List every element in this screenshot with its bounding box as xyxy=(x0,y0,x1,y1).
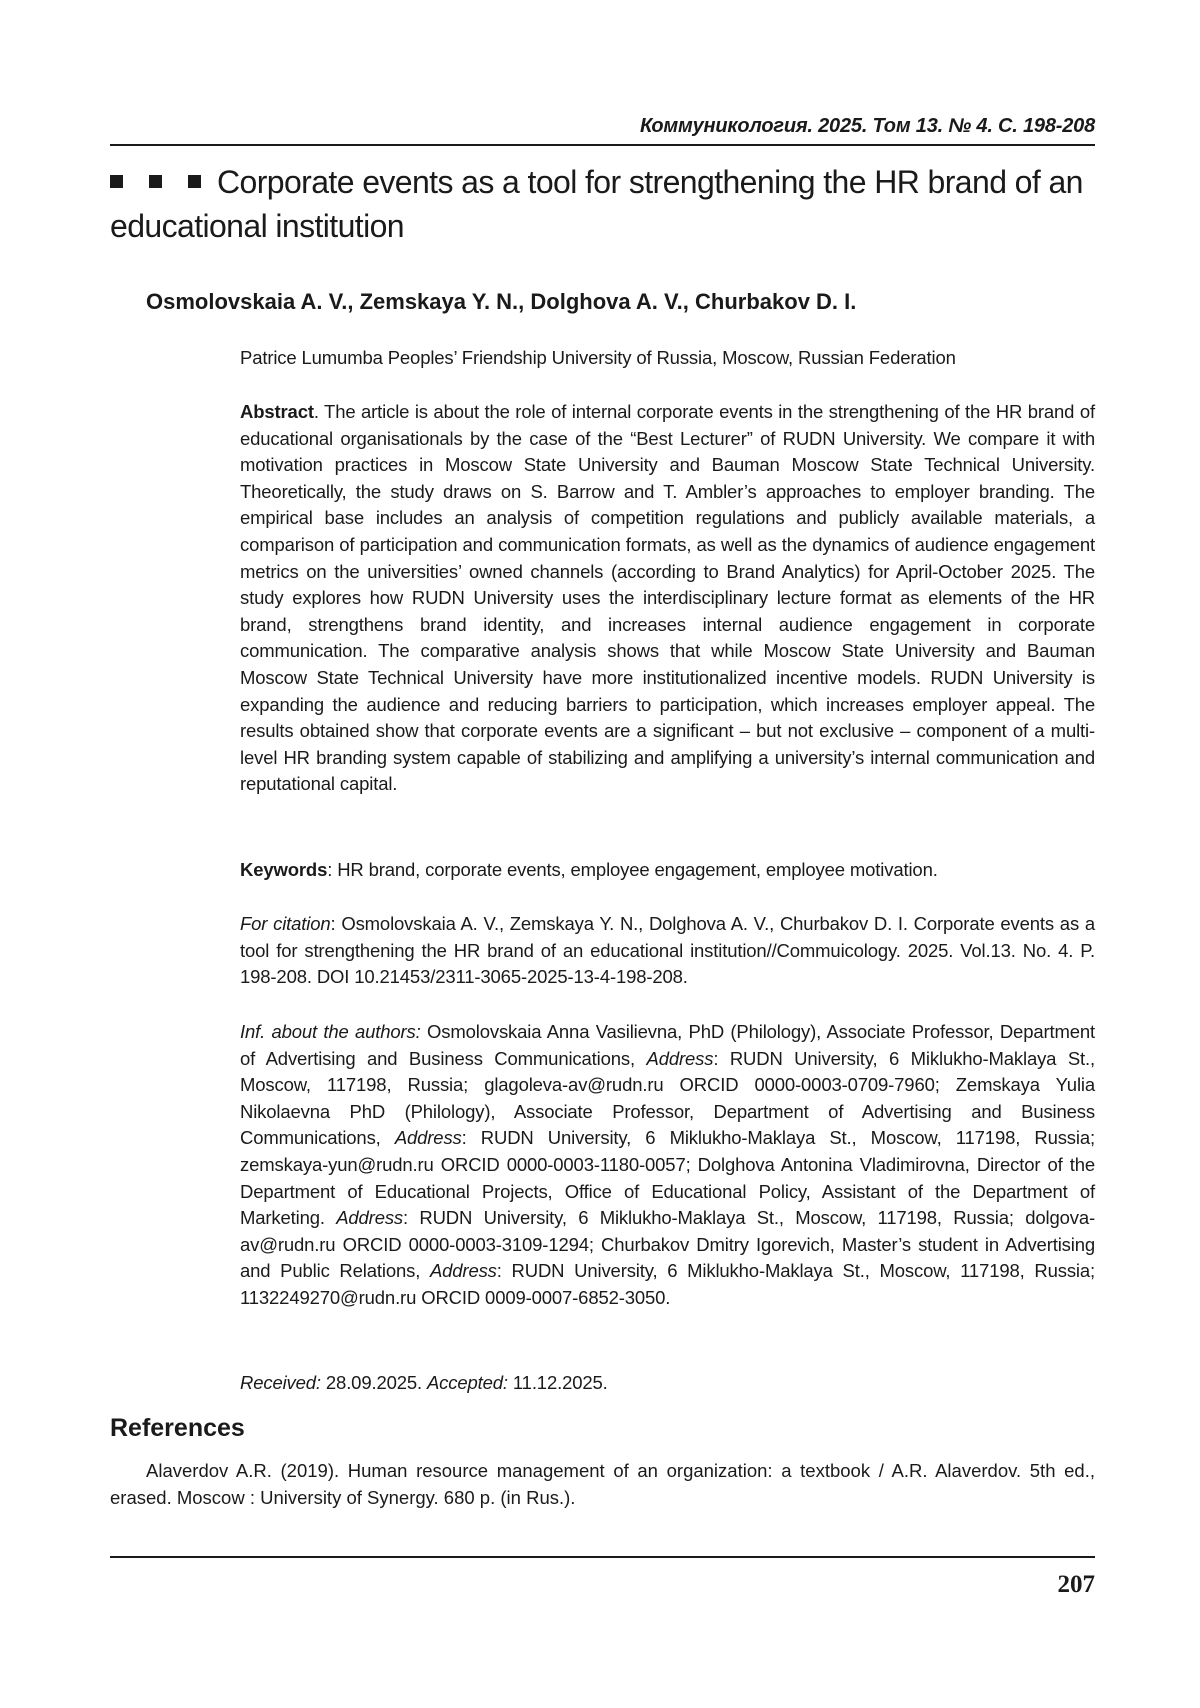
reference-item: Alaverdov A.R. (2019). Human resource management of an organization: a textbook / A.R. Alaverdov. 5th ed., erased. Moscow : University of Synergy. 680 p. (in Rus.). xyxy=(110,1460,1095,1508)
footer-divider xyxy=(110,1556,1095,1558)
authors-info-text: : RUDN University, 6 Miklukho-Maklaya St., Moscow, 117198, Russia; 1132249270@rudn.ru ORCID 0009-0007-6852-3050. xyxy=(240,1260,1096,1308)
citation-label: For citation xyxy=(240,913,331,934)
authors-info-text: : RUDN University, 6 Miklukho-Maklaya St., Moscow, 117198, Russia; zemskaya-yun@rudn.ru ORCID 0000-0003-1180-0057; Dolghova Antonina Vladimirovna, Director of the Department of Educational Projects, Office of Educational Policy, Assistant of the Department of Marketing. xyxy=(240,1127,1095,1229)
author-list: Osmolovskaia A. V., Zemskaya Y. N., Dolghova A. V., Churbakov D. I. xyxy=(146,289,857,314)
received-date: 28.09.2025. xyxy=(320,1372,427,1393)
accepted-date: 11.12.2025. xyxy=(507,1372,608,1393)
authors-info-text: Osmolovskaia Anna Vasilievna, PhD (Philology), Associate Professor, Department of Advertising and Business Communications, xyxy=(240,1021,1095,1069)
article-title xyxy=(110,160,1095,248)
accepted-label: Accepted: xyxy=(426,1372,508,1393)
keywords-text: : HR brand, corporate events, employee engagement, employee motivation. xyxy=(327,859,938,880)
authors-info-text: : RUDN University, 6 Miklukho-Maklaya St., Moscow, 117198, Russia; glagoleva-av@rudn.ru ORCID 0000-0003-0709-7960; Zemskaya Yulia Nikolaevna PhD (Philology), Associate Professor, Department of Advertising and Business Communications, xyxy=(240,1047,1095,1149)
references-heading: References xyxy=(110,1414,245,1442)
submission-dates xyxy=(240,1370,1095,1397)
journal-header: Коммуникология. 2025. Том 13. № 4. С. 198-208 xyxy=(640,115,1095,137)
authors-info xyxy=(240,1019,1095,1312)
title-bullet-squares xyxy=(110,160,201,204)
keywords xyxy=(240,857,1095,884)
authors-info-text: : RUDN University, 6 Miklukho-Maklaya St., Moscow, 117198, Russia; dolgova-av@rudn.ru ORCID 0000-0003-3109-1294; Churbakov Dmitry Igorevich, Master’s student in Advertising and Public Relations, xyxy=(240,1207,1096,1282)
keywords-label: Keywords xyxy=(240,859,328,880)
citation xyxy=(240,911,1095,991)
header-divider xyxy=(110,144,1095,146)
citation-text: : Osmolovskaia A. V., Zemskaya Y. N., Dolghova A. V., Churbakov D. I. Corporate events as a tool for strengthening the HR brand of an educational institution//Commuicology. 2025. Vol.13. No. 4. P. 198-208. DOI 10.21453/2311-3065-2025-13-4-198-208. xyxy=(240,913,1095,988)
square-icon xyxy=(110,175,123,188)
authors-info-label: Inf. about the authors: xyxy=(240,1021,421,1042)
address-label: Address xyxy=(646,1047,714,1069)
article-title-text: Corporate events as a tool for strengthening the HR brand of an educational institution xyxy=(110,164,1083,244)
square-icon xyxy=(188,175,201,188)
abstract-label: Abstract xyxy=(240,401,314,422)
address-label: Address xyxy=(394,1127,462,1149)
page-number: 207 xyxy=(1057,1571,1095,1598)
affiliation: Patrice Lumumba Peoples’ Friendship University of Russia, Moscow, Russian Federation xyxy=(240,347,956,368)
abstract xyxy=(240,399,1095,798)
square-icon xyxy=(149,175,162,188)
address-label: Address xyxy=(336,1207,404,1229)
address-label: Address xyxy=(429,1260,497,1282)
received-label: Received: xyxy=(240,1372,321,1393)
abstract-text: . The article is about the role of internal corporate events in the strengthening of the HR brand of educational organisationals by the case of the “Best Lecturer” of RUDN University. We compare it with motivation practices in Moscow State University and Bauman Moscow State Technical University. Theoretically, the study draws on S. Barrow and T. Ambler’s approaches to employer branding. The empirical base includes an analysis of competition regulations and publicly available materials, a comparison of participation and communication formats, as well as the dynamics of audience engagement metrics on the universities’ owned channels (according to Brand Analytics) for April-October 2025. The study explores how RUDN University uses the interdisciplinary lecture format as elements of the HR brand, strengthens brand identity, and increases internal audience engagement in corporate communication. The comparative analysis shows that while Moscow State University and Bauman Moscow State Technical University have more institutionalized incentive models. RUDN University is expanding the audience and reducing barriers to participation, which increases employer appeal. The results obtained show that corporate events are a significant – but not exclusive – component of a multi-level HR branding system capable of stabilizing and amplifying a university’s internal communication and reputational capital. xyxy=(240,401,1095,795)
